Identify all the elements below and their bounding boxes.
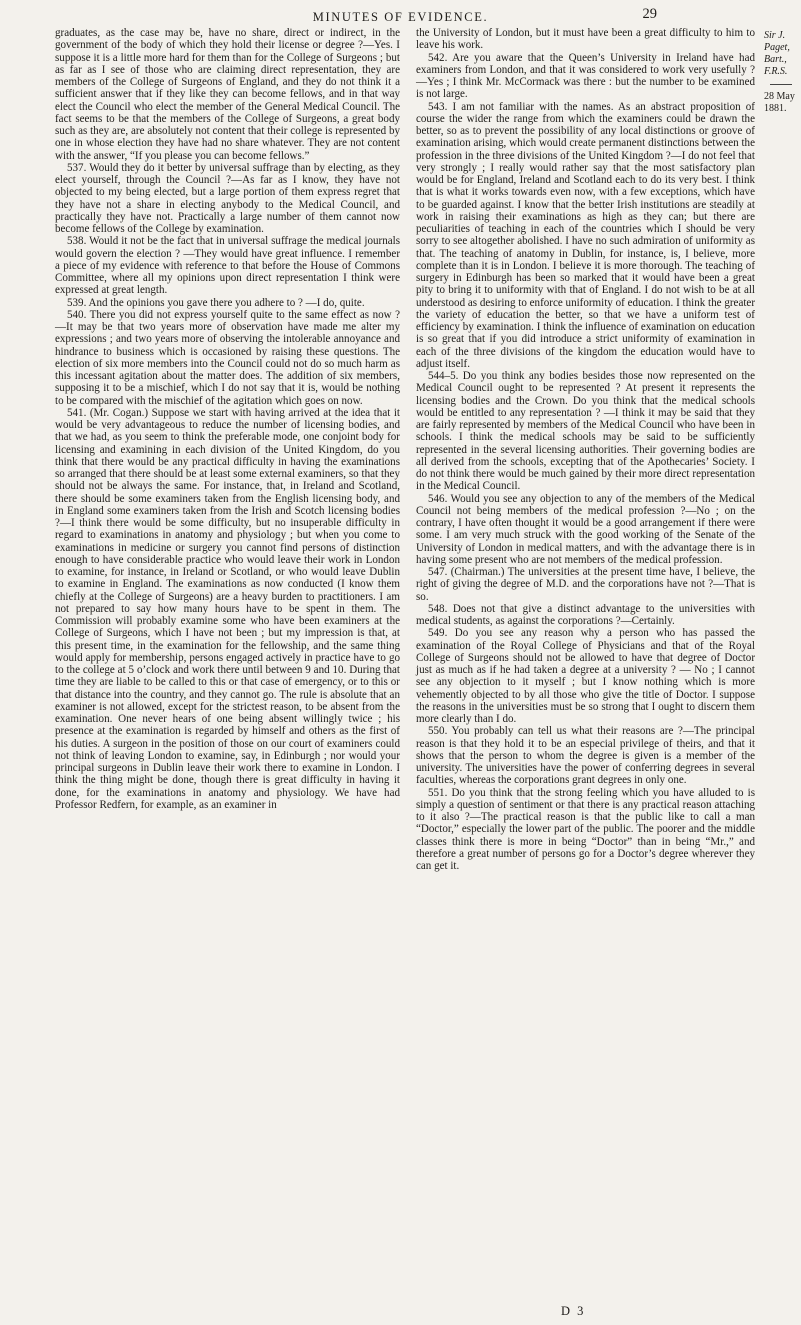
paragraph: 544–5. Do you think any bodies besides those now represented on the Medical Council ought to be represented ? At present it represents the licensing bodies and the Crown. Do you think that the medical schools would be entitled to any representation ? —I think it may be said that they are fairly represented by members of the Medical Council who have been in schools. I think the medical schools may be said to be sufficiently represented in the several licensing authorities. Their governing bodies are all derived from the schools, excepting that of the Apothecaries’ Society. I do not think there would be much gained by their more direct representation in the Medical Council. (416, 370, 755, 493)
paragraph: 550. You probably can tell us what their reasons are ?—The principal reason is that they hold it to be an especial privilege of theirs, and that it shows that the person to whom the degree is given is a member of the university. The universities have the power of conferring degrees in several faculties, whereas the corporations grant degrees in only one. (416, 725, 755, 787)
paragraph: 541. (Mr. Cogan.) Suppose we start with having arrived at the idea that it would be very advantageous to reduce the number of licensing bodies, and that we had, as you seem to think the preferable mode, one conjoint body for licensing and examining in each division of the United Kingdom, do you think that there would be any practical difficulty in having the examinations so arranged that there should be at least some external examiners, so that they should not be always the same. For instance, that, in Ireland and Scotland, there should be some examiners taken from the English licensing body, and in England some examiners taken from the Irish and Scotch licensing bodies ?—I think there would be some difficulty, but no insuperable difficulty in regard to examinations in anatomy and physiology ; but when you come to examinations in medicine or surgery you cannot find persons of distinction enough to have considerable practice who would leave their work in London to examine, for instance, in Ireland or Scotland, or who would leave Dublin to examine in England. The examinations as now conducted (I know them chiefly at the College of Surgeons) are a heavy burden to practitioners. I am not prepared to say how many hours have to be spent in them. The Commission will probably examine some who have been examiners at the College of Surgeons, which I have not been ; but my impression is that, at this present time, in the examination for the fellowship, and the same thing would apply for membership, persons engaged actively in practice have to go to the college at 5 o’clock and work there until between 9 and 10. During that time they are liable to be called to this or that case of emergency, or to this or that distance into the country, and they cannot go. The rule is absolute that an examiner is not allowed, except for the strictest reason, to be absent from the examination. One never hears of one being absent willingly twice ; his presence at the examination is regarded by himself and others as the first of his duties. A surgeon in the position of those on our court of examiners could not think of leaving London to examine, say, in Edinburgh ; nor would your principal surgeons in Dublin leave their work there to examine in London. I think the thing might be done, though there is great difficulty in having it done, for the examinations in anatomy and physiology. We have had Professor Redfern, for example, as an examiner in (55, 406, 400, 811)
witness-title: Bart., F.R.S. (764, 54, 788, 77)
hearing-date: 28 May 1881. (764, 91, 795, 114)
margin-note (764, 30, 801, 115)
paragraph: 549. Do you see any reason why a person who has passed the examination of the Royal College of Physicians and that of the Royal College of Surgeons should not be allowed to have that degree of Doctor just as much as if he had taken a degree at a university ? — No ; I cannot see any objection to it myself ; but I know nothing which is more vehemently objected to by all those who give the title of Doctor. I suppose the reasons in the universities must be so strong that I ought to discern them more clearly than I do. (416, 627, 755, 725)
page-number: 29 (642, 6, 657, 22)
paragraph: 547. (Chairman.) The universities at the present time have, I believe, the right of giving the degree of M.D. and the corporations have not ?—That is so. (416, 566, 755, 603)
paragraph: 542. Are you aware that the Queen’s University in Ireland have had examiners from London, and that it was considered to work very usefully ?—Yes ; I think Mr. McCormack was there : but the number to be examined is not large. (416, 51, 755, 101)
paragraph: 551. Do you think that the strong feeling which you have alluded to is simply a question of sentiment or that there is any practical reason attaching to it also ?—The practical reason is that the public like to call a man “Doctor,” especially the lower part of the public. The poorer and the middle classes think there is more in being “Doctor” than in being “Mr.,” and therefore a great number of persons go for a Doctor’s degree wherever they can get it. (416, 786, 755, 872)
running-title: MINUTES OF EVIDENCE. (312, 10, 489, 24)
witness-name: Sir J. Paget, (764, 30, 790, 53)
paragraph: 548. Does not that give a distinct advantage to the universities with medical students, as against the corporations ?—Certainly. (416, 602, 755, 627)
right-column (416, 27, 755, 872)
paragraph: 540. There you did not express yourself quite to the same effect as now ?—It may be that two years more of observation have made me alter my expressions ; and two years more of observing the intolerable annoyance and hindrance to business which is occasioned by raising these questions. The election of six more members into the Council could not do so much harm as this incessant agitation about the matter does. The addition of six members, supposing it to be a mischief, which I do not say that it is, would be nothing to be compared with the mischief of the agitation which goes on now. (55, 308, 400, 407)
paragraph: 539. And the opinions you gave there you adhere to ? —I do, quite. (67, 296, 365, 309)
paragraph: 538. Would it not be the fact that in universal suffrage the medical journals would govern the election ? —They would have great influence. I remember a piece of my evidence with reference to that before the House of Commons Committee, where all my opinions upon direct representation I think were expressed at great length. (55, 235, 400, 297)
paragraph: graduates, as the case may be, have no share, direct or indirect, in the government of the body of which they hold their license or degree ?—Yes. I suppose it is a little more hard for them than for the College of Surgeons ; but as far as I see of those who are claiming direct representation, they are members of the College of Surgeons of England, and they do not think it a sufficient answer that if they like they can become fellows, and in that way elect the Council who elect the member of the General Medical Council. The fact seems to be that the members of the College of Surgeons, a great body such as they are, are absolutely not content that their college is represented by one in whose election they have had no share whatever. They are not content with the answer, “If you please you can become fellows.” (55, 27, 400, 162)
margin-rule (770, 84, 792, 85)
signature-mark: D 3 (561, 1304, 586, 1318)
paragraph: 543. I am not familiar with the names. As an abstract proposition of course the wider the range from which the examiners could be drawn the better, so as to prevent the possibility of any local distinctions or groove of examination arising, which would create permanent distinctions between the profession in the three divisions of the United Kingdom ?—I do not feel that very strongly ; I really would rather say that the most satisfactory plan would be for England, Ireland and Scotland each to do its very best. I think that is what it works towards even now, with a few exceptions, which have to be guarded against. I know that the better Irish institutions are steadily at work in raising their examinations as high as they can; but there are peculiarities of teaching in each of the countries which I should be very sorry to see altogether abolished. I have no such admiration of uniformity as that. The teaching of anatomy in Dublin, for instance, is, I believe, more complete than it is in London. I believe it is more thorough. The teaching of surgery in Edinburgh has been so marked that it would have been a great pity to bring it to uniformity with that of England. I do not wish to be at all understood as desiring to enforce uniformity of education. I think the greater the variety of education the better, so that we have a uniform test of efficiency by examination. I think the influence of examination on education is so great that if you did introduce a strict uniformity of examination in each of the three divisions of the kingdom the education would have to adjust itself. (416, 100, 755, 370)
paragraph: 546. Would you see any objection to any of the members of the Medical Council not being members of the medical profession ?—No ; on the contrary, I have often thought it would be a good arrangement if there were some. I am very much struck with the good working of the Senate of the University of London in medical matters, and with the advantage there is in having some present who are not members of the medical profession. (416, 492, 755, 566)
left-column (55, 27, 400, 811)
paragraph: 537. Would they do it better by universal suffrage than by electing, as they elect yourself, through the Council ?—As far as I know, they have not objected to my being elected, but a large portion of them express regret that they have not a share in electing anybody to the Medical Council, and practically they have not. Practically a large number of them cannot now become fellows of the College by examination. (55, 161, 400, 235)
paragraph: the University of London, but it must have been a great difficulty to him to leave his work. (416, 27, 755, 52)
